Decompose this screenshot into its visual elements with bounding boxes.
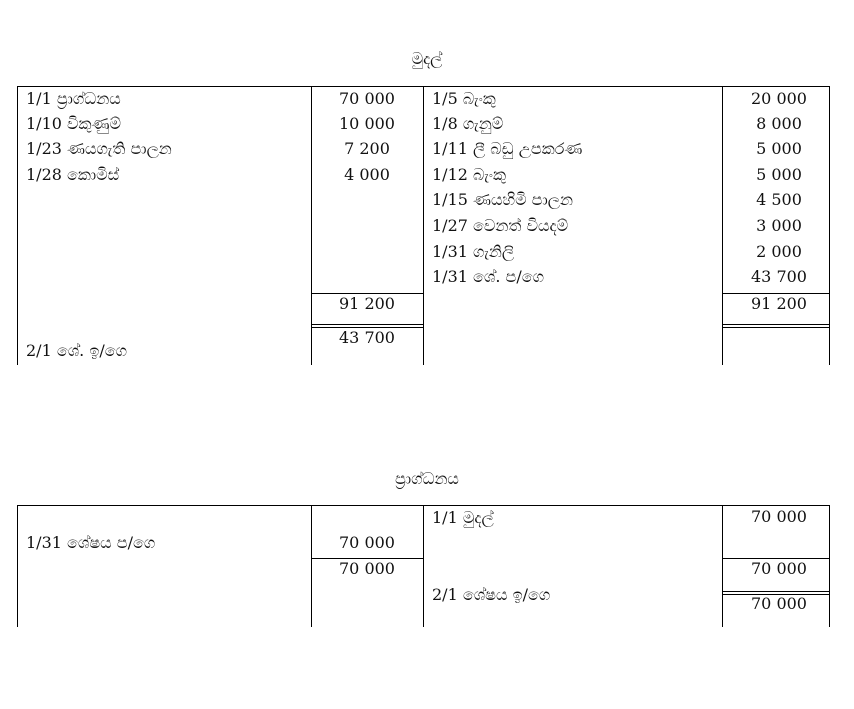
cash-account-title: මුදල් bbox=[411, 49, 443, 68]
credit-entry-amount: 3 000 bbox=[756, 216, 802, 235]
credit-entry-desc: 1/27 වෙනත් වියදම් bbox=[432, 216, 569, 235]
credit-total: 91 200 bbox=[751, 294, 807, 313]
credit-entry-desc: 1/12 බැංකු bbox=[432, 165, 506, 184]
debit-entry-amount: 7 200 bbox=[344, 139, 390, 158]
credit-entry-desc: 1/31 ශේ. ප/ගෙ bbox=[432, 267, 545, 286]
debit-entry-amount: 70 000 bbox=[339, 89, 395, 108]
credit-entry-amount: 70 000 bbox=[751, 507, 807, 526]
balance-bd-amount: 70 000 bbox=[751, 594, 807, 613]
debit-total: 91 200 bbox=[339, 294, 395, 313]
credit-entry-desc: 1/5 බැංකු bbox=[432, 89, 496, 108]
ledger-center-divider bbox=[423, 87, 424, 365]
double-rule bbox=[722, 327, 829, 328]
credit-entry-desc: 1/8 ගැනුම් bbox=[432, 114, 504, 133]
debit-entry-desc: 1/31 ශේෂය ප/ගෙ bbox=[26, 533, 156, 552]
cash-ledger bbox=[17, 86, 830, 365]
capital-ledger bbox=[17, 505, 830, 627]
double-rule bbox=[722, 591, 829, 592]
debit-entry-desc: 1/23 ණයගැති පාලන bbox=[26, 139, 172, 158]
debit-entry-desc: 1/1 ප්‍රාග්ධනය bbox=[26, 89, 121, 108]
debit-entry-amount: 70 000 bbox=[339, 533, 395, 552]
double-rule bbox=[311, 324, 423, 325]
ledger-center-divider bbox=[423, 506, 424, 627]
debit-entry-amount: 4 000 bbox=[344, 165, 390, 184]
credit-entry-desc: 1/31 ගැනිලි bbox=[432, 242, 515, 261]
balance-bd-desc: 2/1 ශේ. ඉ/ගෙ bbox=[26, 341, 128, 360]
credit-entry-desc: 1/1 මුදල් bbox=[432, 508, 494, 527]
credit-entry-amount: 5 000 bbox=[756, 165, 802, 184]
ledger-border-left bbox=[17, 506, 18, 627]
debit-total: 70 000 bbox=[339, 559, 395, 578]
capital-account-title: ප්‍රාග්ධනය bbox=[395, 469, 459, 488]
credit-entry-amount: 5 000 bbox=[756, 139, 802, 158]
credit-entry-desc: 1/11 ලී බඩු උපකරණ bbox=[432, 139, 583, 158]
credit-entry-amount: 4 500 bbox=[756, 190, 802, 209]
debit-entry-amount: 10 000 bbox=[339, 114, 395, 133]
credit-entry-amount: 43 700 bbox=[751, 267, 807, 286]
credit-entry-amount: 8 000 bbox=[756, 114, 802, 133]
credit-entry-desc: 1/15 ණයහිමි පාලන bbox=[432, 190, 573, 209]
balance-bd-desc: 2/1 ශේෂය ඉ/ගෙ bbox=[432, 585, 551, 604]
debit-entry-desc: 1/28 කොමිස් bbox=[26, 165, 120, 184]
ledger-border-left bbox=[17, 87, 18, 365]
credit-entry-amount: 20 000 bbox=[751, 89, 807, 108]
credit-entry-amount: 2 000 bbox=[756, 242, 802, 261]
double-rule bbox=[722, 324, 829, 325]
debit-entry-desc: 1/10 විකුණුම් bbox=[26, 114, 121, 133]
credit-total: 70 000 bbox=[751, 559, 807, 578]
balance-bd-amount: 43 700 bbox=[339, 328, 395, 347]
